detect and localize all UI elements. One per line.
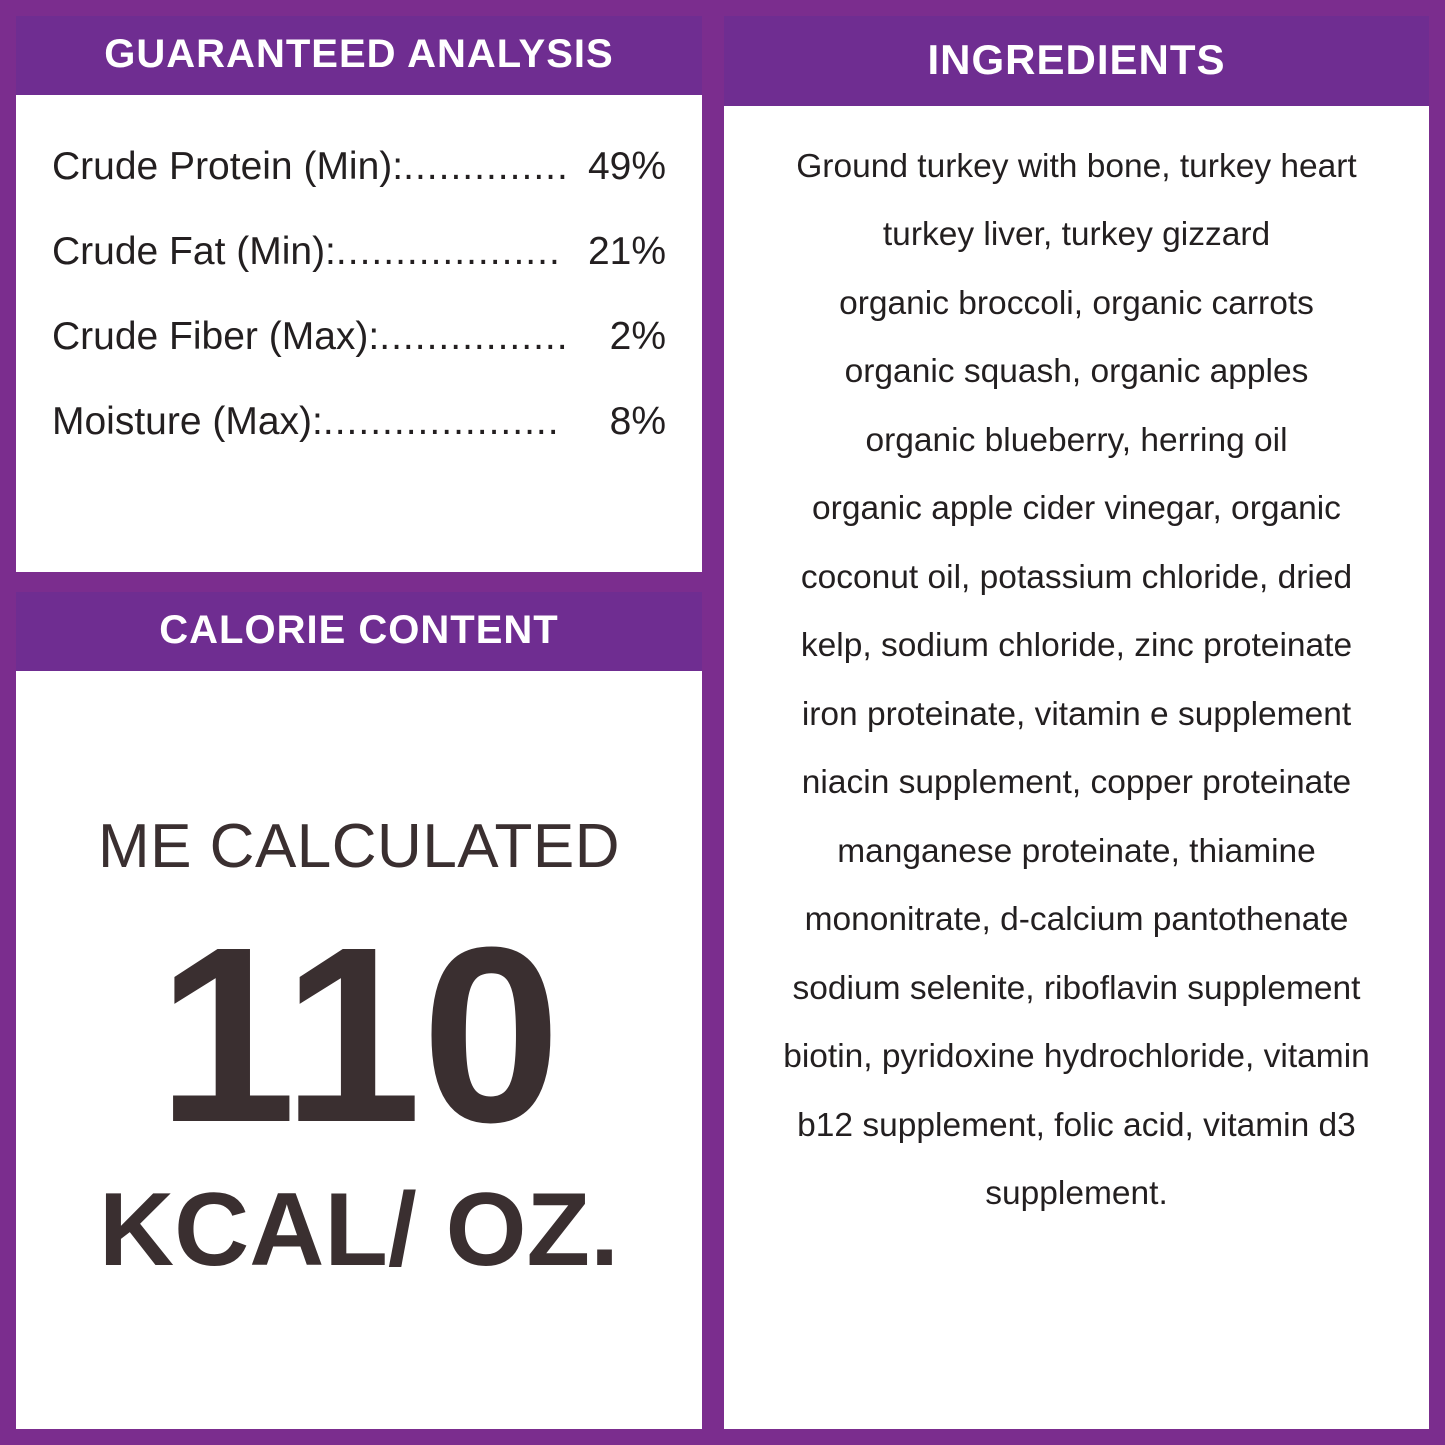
ingredients-line: sodium selenite, riboflavin supplement (792, 969, 1361, 1007)
guaranteed-analysis-panel (16, 16, 702, 572)
ingredients-line: supplement. (985, 1175, 1168, 1212)
nutrient-value: 21% (587, 230, 666, 273)
nutrient-label: Crude Protein (Min): (52, 145, 404, 188)
ingredients-line: organic squash, organic apples (844, 353, 1309, 390)
ingredients-line: organic apple cider vinegar, organic (812, 490, 1341, 527)
guaranteed-analysis-row (52, 380, 666, 465)
ingredients-line: biotin, pyridoxine hydrochloride, vitamin (783, 1038, 1370, 1075)
nutrient-value: 49% (587, 145, 666, 188)
calorie-content-panel (16, 592, 702, 1429)
ingredients-line: organic blueberry, herring oil (865, 421, 1288, 459)
guaranteed-analysis-title: GUARANTEED ANALYSIS (16, 16, 702, 95)
leader-dots: ................... (335, 230, 561, 273)
ingredients-line: iron proteinate, vitamin e supplement (801, 695, 1352, 733)
guaranteed-analysis-row (52, 210, 666, 295)
leader-dots: .................... (322, 400, 560, 443)
right-column (724, 16, 1429, 1429)
ingredients-line: b12 supplement, folic acid, vitamin d3 (797, 1106, 1356, 1144)
nutrient-value: 8% (609, 400, 666, 443)
ingredients-body (724, 106, 1429, 1429)
ingredients-line: kelp, sodium chloride, zinc proteinate (800, 627, 1353, 664)
ingredients-line: turkey liver, turkey gizzard (882, 216, 1271, 253)
calorie-content-body (16, 671, 702, 1429)
ingredients-line: mononitrate, d-calcium pantothenate (804, 901, 1349, 938)
guaranteed-analysis-rows (16, 95, 702, 572)
guaranteed-analysis-row (52, 295, 666, 380)
ingredients-panel (724, 16, 1429, 1429)
calorie-unit: KCAL/ OZ. (99, 1172, 619, 1289)
leader-dots: .............. (403, 145, 569, 188)
guaranteed-analysis-row (52, 125, 666, 210)
ingredients-line: coconut oil, potassium chloride, dried (800, 558, 1353, 596)
leader-dots: ................ (379, 315, 569, 358)
ingredients-title: INGREDIENTS (724, 16, 1429, 106)
nutrient-value: 2% (609, 315, 666, 358)
nutrient-label: Moisture (Max): (52, 400, 323, 443)
ingredients-line: Ground turkey with bone, turkey heart (796, 147, 1357, 185)
ingredients-line: manganese proteinate, thiamine (837, 832, 1316, 870)
me-calculated-label: ME CALCULATED (97, 811, 621, 881)
ingredients-line: niacin supplement, copper proteinate (801, 764, 1352, 801)
left-column (16, 16, 702, 1429)
nutrient-label: Crude Fiber (Max): (52, 315, 380, 358)
nutrient-label: Crude Fat (Min): (52, 230, 336, 273)
calorie-number: 110 (157, 894, 561, 1174)
calorie-content-title: CALORIE CONTENT (16, 592, 702, 671)
ingredients-line: organic broccoli, organic carrots (839, 284, 1314, 322)
